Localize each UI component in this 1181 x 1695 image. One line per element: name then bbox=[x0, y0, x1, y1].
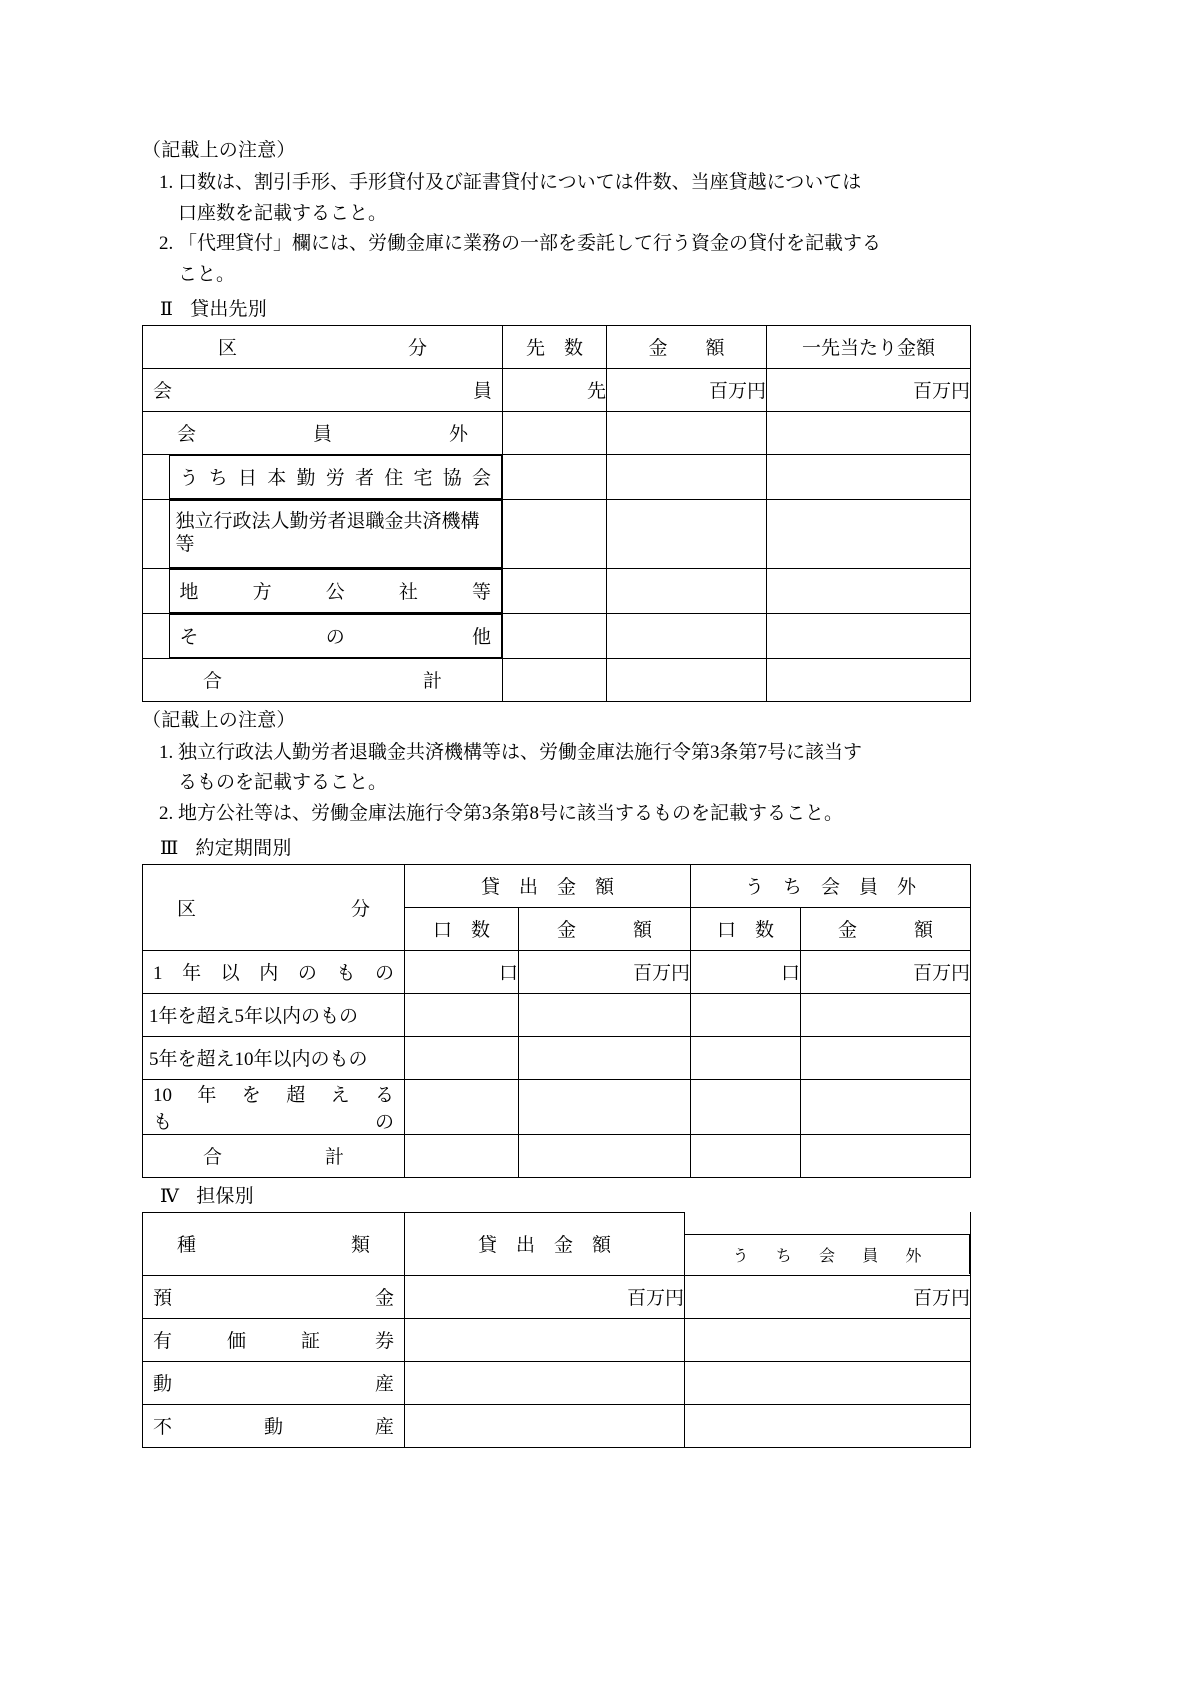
note-line: 口数は、割引手形、手形貸付及び証書貸付については件数、当座貸越については bbox=[178, 171, 862, 193]
table-row-nested-3 bbox=[143, 568, 971, 613]
note-number: 1. bbox=[159, 171, 174, 193]
header-kubun: 区 分 bbox=[143, 325, 503, 368]
cell-kuchisu[interactable] bbox=[405, 993, 519, 1036]
indent-spacer bbox=[143, 455, 169, 498]
section-heading-3 bbox=[142, 833, 970, 860]
cell-kuchisu[interactable] bbox=[405, 1036, 519, 1079]
row-label-sonota bbox=[169, 614, 502, 657]
cell-sakisu[interactable] bbox=[503, 454, 607, 499]
table-row-header bbox=[143, 325, 971, 368]
header-kuchisu: 口 数 bbox=[405, 907, 519, 950]
nested-label-wrap bbox=[143, 613, 503, 658]
cell-sakisu[interactable] bbox=[503, 568, 607, 613]
cell-kingaku-total[interactable] bbox=[607, 658, 767, 701]
nested-table bbox=[143, 500, 502, 568]
cell-kuchisu-nonmember[interactable] bbox=[691, 1079, 801, 1134]
label-text: 区 分 bbox=[177, 898, 370, 920]
cell-kingaku-nonmember-unit[interactable]: 百万円 bbox=[801, 950, 971, 993]
cell-kuchisu[interactable] bbox=[405, 1079, 519, 1134]
row-label-chiho-kosha bbox=[169, 569, 502, 612]
table-lending-by-borrower bbox=[142, 325, 971, 702]
row-label-1y-to-5y bbox=[143, 993, 405, 1036]
label-text: そ の 他 bbox=[179, 627, 491, 649]
header-kubun bbox=[143, 864, 405, 950]
label-text: 預 金 bbox=[153, 1288, 394, 1310]
notes-mid-item-1 bbox=[142, 738, 970, 800]
label-text: 有 価 証 券 bbox=[153, 1331, 394, 1353]
header-loan-amount: 貸 出 金 額 bbox=[405, 864, 691, 907]
table-row bbox=[143, 1275, 971, 1318]
note-line-cont: 口座数を記載すること。 bbox=[178, 202, 388, 224]
cell-uchi-unit[interactable]: 百万円 bbox=[685, 1275, 971, 1318]
cell-sakisu[interactable] bbox=[503, 613, 607, 658]
label-text: 1 年 以 内 の も の bbox=[153, 963, 394, 985]
cell-kingaku-unit[interactable]: 百万円 bbox=[519, 950, 691, 993]
cell-kingaku-unit[interactable]: 百万円 bbox=[607, 368, 767, 411]
note-body bbox=[178, 229, 970, 291]
cell-per-unit[interactable]: 百万円 bbox=[767, 368, 971, 411]
cell-kuchisu-unit[interactable]: 口 bbox=[405, 950, 519, 993]
header-of-which-non-member: う ち 会 員 外 bbox=[691, 864, 971, 907]
notes-top bbox=[142, 136, 970, 291]
row-label-non-member bbox=[143, 411, 503, 454]
label-text: 不 動 産 bbox=[153, 1417, 394, 1439]
section-numeral: Ⅱ bbox=[160, 298, 174, 320]
notes-top-item-2 bbox=[142, 229, 970, 291]
row-label-member bbox=[143, 368, 503, 411]
cell-kuchisu-nonmember-unit[interactable]: 口 bbox=[691, 950, 801, 993]
header-per-borrower: 一先当たり金額 bbox=[767, 325, 971, 368]
section-heading-2 bbox=[142, 294, 970, 321]
section-numeral: Ⅲ bbox=[160, 837, 179, 859]
row-label-5y-to-10y bbox=[143, 1036, 405, 1079]
table-row bbox=[143, 411, 971, 454]
row-label-securities bbox=[143, 1318, 405, 1361]
cell-kingaku[interactable] bbox=[607, 568, 767, 613]
label-text: 地 方 公 社 等 bbox=[179, 582, 491, 604]
cell-uchi[interactable] bbox=[685, 1404, 971, 1447]
header-kingaku: 金 額 bbox=[607, 325, 767, 368]
label-text: 合 計 bbox=[203, 1147, 344, 1169]
note-number: 2. bbox=[159, 233, 174, 255]
note-line: 「代理貸付」欄には、労働金庫に業務の一部を委託して行う資金の貸付を記載する bbox=[178, 233, 882, 255]
cell-kashidashi-unit[interactable]: 百万円 bbox=[405, 1275, 685, 1318]
cell-kingaku[interactable] bbox=[607, 613, 767, 658]
cell-kuchisu-nonmember[interactable] bbox=[691, 993, 801, 1036]
table-by-collateral-wrap bbox=[142, 1212, 970, 1448]
nested-label-wrap bbox=[143, 454, 503, 499]
header-shurui bbox=[143, 1212, 405, 1275]
label-text: 動 産 bbox=[153, 1374, 394, 1396]
cell-per[interactable] bbox=[767, 454, 971, 499]
label-text: 5年を超え10年以内のもの bbox=[149, 1049, 368, 1071]
table-row bbox=[143, 1036, 971, 1079]
cell-sakisu[interactable] bbox=[503, 411, 607, 454]
label-text: 種 類 bbox=[177, 1235, 370, 1257]
table-row bbox=[143, 368, 971, 411]
header-kingaku: 金 額 bbox=[519, 907, 691, 950]
cell-kingaku-nonmember[interactable] bbox=[801, 993, 971, 1036]
table-row bbox=[143, 993, 971, 1036]
label-text: 会 員 外 bbox=[177, 424, 468, 446]
cell-uchi[interactable] bbox=[685, 1318, 971, 1361]
row-label-jutaku-kyokai bbox=[169, 455, 502, 498]
row-label-taishokukin-kiko bbox=[169, 500, 502, 567]
note-number: 2. bbox=[159, 803, 174, 825]
notes-mid-item-2 bbox=[142, 799, 970, 830]
header-kingaku-nonmember: 金 額 bbox=[801, 907, 971, 950]
label-text: 1年を超え5年以内のもの bbox=[149, 1006, 359, 1028]
nested-table bbox=[143, 455, 502, 499]
cell-kuchisu-total[interactable] bbox=[405, 1134, 519, 1177]
indent-spacer bbox=[143, 500, 169, 567]
section-numeral: Ⅳ bbox=[160, 1185, 180, 1207]
cell-per[interactable] bbox=[767, 411, 971, 454]
cell-uchi[interactable] bbox=[685, 1361, 971, 1404]
cell-kingaku[interactable] bbox=[607, 454, 767, 499]
cell-kingaku-total[interactable] bbox=[519, 1134, 691, 1177]
nested-label-wrap bbox=[143, 568, 503, 613]
cell-sakisu[interactable] bbox=[503, 499, 607, 568]
cell-kashidashi[interactable] bbox=[405, 1404, 685, 1447]
label-text: 10 年 を 超 え る も の bbox=[153, 1084, 414, 1133]
table-row-nested-2 bbox=[143, 499, 971, 568]
table-row-nested-1 bbox=[143, 454, 971, 499]
notes-mid-title: （記載上の注意） bbox=[142, 709, 296, 731]
nested-table bbox=[143, 569, 502, 613]
cell-kuchisu-nonmember-total[interactable] bbox=[691, 1134, 801, 1177]
note-number: 1. bbox=[159, 741, 174, 763]
table-row-total bbox=[143, 658, 971, 701]
cell-kingaku[interactable] bbox=[607, 411, 767, 454]
note-body bbox=[178, 168, 970, 230]
note-line-cont: こと。 bbox=[178, 264, 236, 286]
row-label-over-10y bbox=[143, 1079, 414, 1134]
notes-top-title: （記載上の注意） bbox=[142, 140, 296, 161]
document-content bbox=[142, 136, 970, 1448]
table-row bbox=[143, 1079, 971, 1134]
header-sakisu: 先 数 bbox=[503, 325, 607, 368]
cell-per[interactable] bbox=[767, 613, 971, 658]
table-row bbox=[143, 950, 971, 993]
cell-sakisu-total[interactable] bbox=[503, 658, 607, 701]
note-line: 地方公社等は、労働金庫法施行令第3条第8号に該当するものを記載すること。 bbox=[178, 803, 844, 825]
note-line: 独立行政法人勤労者退職金共済機構等は、労働金庫法施行令第3条第7号に該当す bbox=[178, 741, 863, 763]
cell-sakisu-unit[interactable]: 先 bbox=[503, 368, 607, 411]
indent-spacer bbox=[143, 614, 169, 657]
indent-spacer bbox=[143, 569, 169, 612]
table-row bbox=[143, 1404, 971, 1447]
header-kuchisu-nonmember: 口 数 bbox=[691, 907, 801, 950]
cell-kingaku-nonmember[interactable] bbox=[801, 1079, 971, 1134]
row-label-total bbox=[143, 1134, 405, 1177]
note-line-cont: るものを記載すること。 bbox=[178, 772, 388, 794]
cell-per[interactable] bbox=[767, 499, 971, 568]
notes-mid bbox=[142, 706, 970, 830]
row-label-deposit bbox=[143, 1275, 405, 1318]
table-row bbox=[143, 1361, 971, 1404]
cell-kingaku-nonmember-total[interactable] bbox=[801, 1134, 971, 1177]
section-title: 担保別 bbox=[196, 1185, 254, 1207]
label-text: うち日本勤労者住宅協会 bbox=[179, 468, 491, 490]
label-text: 会 員 bbox=[153, 381, 492, 403]
cell-kingaku[interactable] bbox=[607, 499, 767, 568]
section-title: 貸出先別 bbox=[190, 298, 267, 320]
cell-kingaku-nonmember[interactable] bbox=[801, 1036, 971, 1079]
nested-table bbox=[143, 614, 502, 658]
cell-kashidashi[interactable] bbox=[405, 1318, 685, 1361]
row-label-total bbox=[143, 658, 503, 701]
section-heading-4 bbox=[142, 1181, 970, 1208]
cell-kuchisu-nonmember[interactable] bbox=[691, 1036, 801, 1079]
table-row bbox=[143, 1318, 971, 1361]
cell-kingaku[interactable] bbox=[519, 1079, 691, 1134]
section-title: 約定期間別 bbox=[195, 837, 292, 859]
cell-kingaku[interactable] bbox=[519, 1036, 691, 1079]
cell-kingaku[interactable] bbox=[519, 993, 691, 1036]
row-label-real-estate bbox=[143, 1404, 405, 1447]
header-loan-amount: 貸 出 金 額 bbox=[405, 1212, 685, 1275]
row-label-within-1y bbox=[143, 950, 405, 993]
header-of-which-non-member bbox=[684, 1234, 970, 1274]
cell-per-total[interactable] bbox=[767, 658, 971, 701]
notes-top-item-1 bbox=[142, 168, 970, 230]
cell-per[interactable] bbox=[767, 568, 971, 613]
table-by-contract-period bbox=[142, 864, 971, 1178]
note-body bbox=[178, 799, 970, 830]
nested-label-wrap bbox=[143, 499, 503, 568]
note-body bbox=[178, 738, 970, 800]
row-label-movables bbox=[143, 1361, 405, 1404]
label-text: 合 計 bbox=[203, 671, 442, 693]
table-row-header-top bbox=[143, 864, 971, 907]
table-row-total bbox=[143, 1134, 971, 1177]
label-text: う ち 会 員 外 bbox=[732, 1247, 927, 1265]
label-text: 独立行政法人勤労者退職金共済機構等 bbox=[175, 511, 480, 555]
table-row-nested-4 bbox=[143, 613, 971, 658]
cell-kashidashi[interactable] bbox=[405, 1361, 685, 1404]
